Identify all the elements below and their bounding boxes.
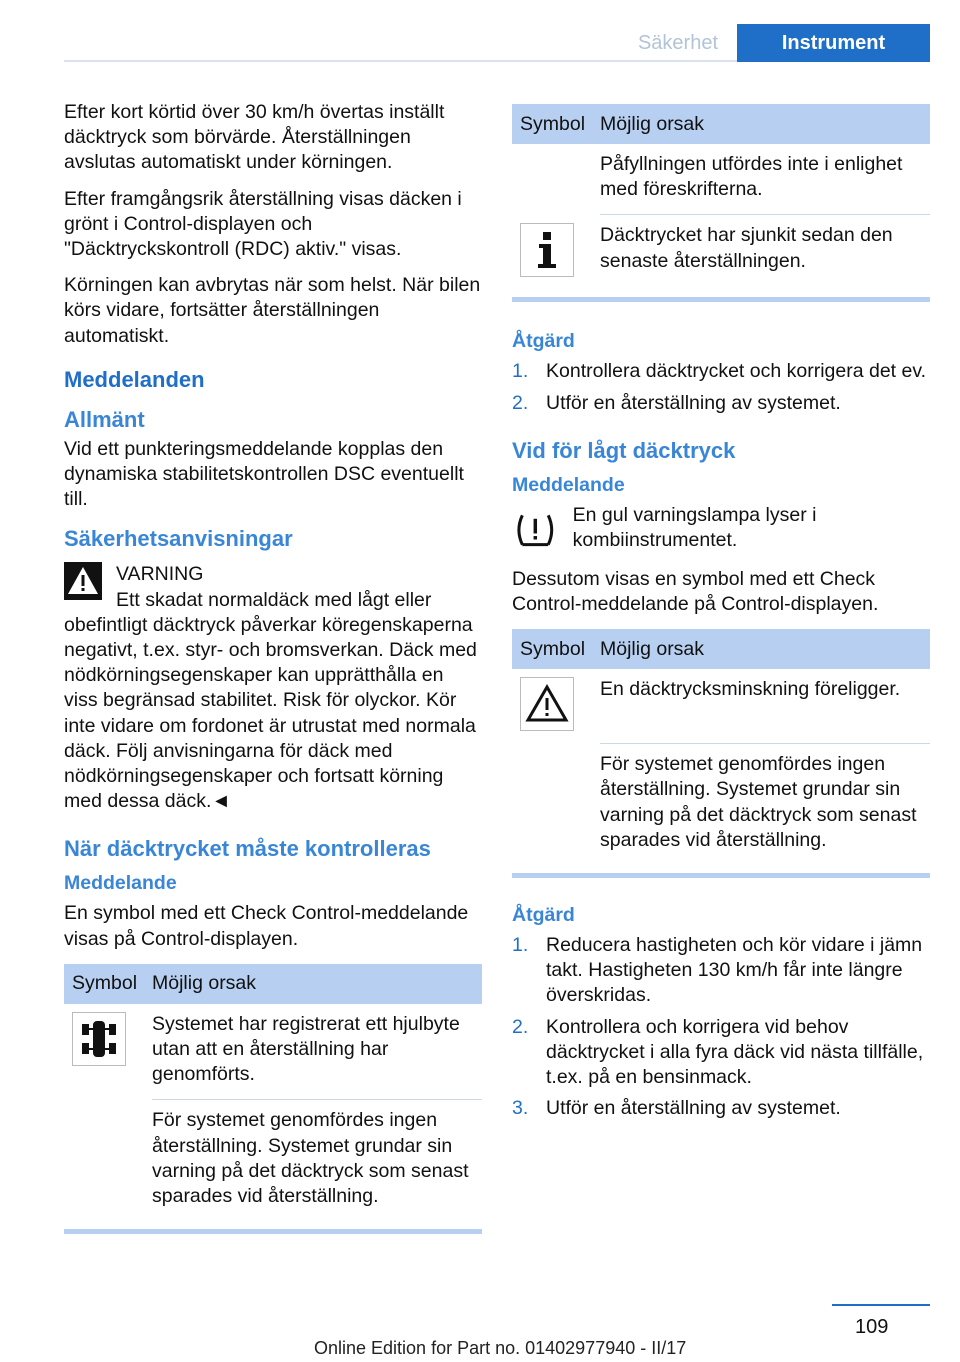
step-list [512,933,930,1121]
warning-triangle-icon [520,677,574,731]
table-row [512,744,930,865]
heading-atgard: Åtgärd [512,904,575,927]
warning-block [64,562,482,612]
warning-first-line: Ett skadat normaldäck med lågt eller [116,588,432,611]
list-item: 3. Utför en återställning av systemet. [512,1097,841,1120]
page-number: 109 [855,1316,889,1338]
heading-meddelande: Meddelande [512,473,625,496]
info-icon [520,223,574,277]
heading-kontroll: När däcktrycket måste kontrolleras [64,836,431,862]
column-orsak: Möjlig orsak [600,112,705,135]
column-orsak: Möjlig orsak [152,972,257,995]
column-symbol: Symbol [520,637,586,660]
tire-pressure-warning-icon [512,503,559,557]
heading-meddelande: Meddelande [64,872,177,895]
table-cell-orsak: En däcktrycksminskning föreligger. [600,678,901,701]
table-header [512,629,930,669]
message-text: En gul varningslampa lyser i kombiinstrumentet. [572,503,817,552]
table-row [64,1004,482,1100]
tire-change-icon [72,1012,126,1066]
message-row [512,503,930,557]
paragraph: Vid ett punkteringsmeddelande kopplas den dynamiska stabilitetskontrollen DSC eventuellt till. [64,437,464,511]
left-column [64,96,482,1234]
heading-atgard: Åtgärd [512,330,575,353]
table-row [512,144,930,214]
symbol-table [64,964,482,1234]
table-row [512,215,930,289]
table-end-rule [512,297,930,302]
step-list [512,359,930,415]
table-row [512,669,930,743]
warning-triangle-icon [64,562,102,600]
paragraph: Efter kort körtid över 30 km/h övertas inställt däcktryck som börvärde. Återställningen avslutas automatiskt under körningen. [64,101,445,174]
warning-text: obefintligt däcktryck påverkar köregenskaperna negativt, t.ex. styr- och bromsverkan. Däck med nödkörningsegenskaper kan upprätthålla en viss begränsad stabilitet. Risk för olyckor. Kör inte vidare om fordonet är utrustat med normala däck. Följ anvisningarna för däck med nödkörningsegenskaper och fortsatt körning med dessa däck.◄ [64,613,477,813]
table-cell-orsak: För systemet genomfördes ingen återställning. Systemet grundar sin varning på det däcktryck som senast sparades vid återställning. [600,753,917,851]
list-item: 1. Reducera hastigheten och kör vidare i jämn takt. Hastigheten 130 km/h får inte längre överskridas. [512,934,923,1007]
tab-sakerhet[interactable]: Säkerhet [637,32,719,54]
column-symbol: Symbol [72,972,138,995]
table-end-rule [64,1229,482,1234]
heading-lagt-dacktryck: Vid för lågt däcktryck [512,437,736,463]
list-item: 2. Utför en återställning av systemet. [512,391,841,414]
table-cell-orsak: Påfyllningen utfördes inte i enlighet med föreskrifterna. [600,153,903,201]
table-header [64,964,482,1004]
column-symbol: Symbol [520,112,586,135]
column-orsak: Möjlig orsak [600,637,705,660]
table-row [64,1100,482,1221]
table-cell-orsak: För systemet genomfördes ingen återställning. Systemet grundar sin varning på det däcktryck som senast sparades vid återställning. [152,1109,469,1208]
list-item: 1. Kontrollera däcktrycket och korrigera det ev. [512,360,927,383]
heading-allmant: Allmänt [64,406,145,432]
tab-instrument[interactable]: Instrument [737,24,930,62]
footer-rule [832,1304,930,1306]
paragraph: En symbol med ett Check Control-meddelande visas på Control-displayen. [64,902,469,950]
paragraph: Dessutom visas en symbol med ett Check Control-meddelande på Control-displayen. [512,567,879,616]
symbol-table [512,629,930,878]
paragraph: Körningen kan avbrytas när som helst. När bilen körs vidare, fortsätter återställningen automatiskt. [64,274,481,347]
warning-title: VARNING [116,563,204,586]
right-column [512,92,930,1127]
table-end-rule [512,873,930,878]
paragraph: Efter framgångsrik återställning visas däcken i grönt i Control-displayen och "Däcktryckskontroll (RDC) aktiv." visas. [64,187,462,261]
list-item: 2. Kontrollera och korrigera vid behov däcktrycket i alla fyra däck vid nästa tillfälle, t.ex. på en bensinmack. [512,1015,924,1089]
table-header [512,104,930,144]
heading-sakerhetsanvisningar: Säkerhetsanvisningar [64,526,293,552]
footer-edition: Online Edition for Part no. 01402977940 - II/17 [314,1338,687,1358]
heading-meddelanden: Meddelanden [64,366,205,392]
table-cell-orsak: Däcktrycket har sjunkit sedan den senaste återställningen. [600,224,893,272]
table-cell-orsak: Systemet har registrerat ett hjulbyte utan att en återställning har genomförts. [152,1012,460,1086]
symbol-table [512,104,930,302]
